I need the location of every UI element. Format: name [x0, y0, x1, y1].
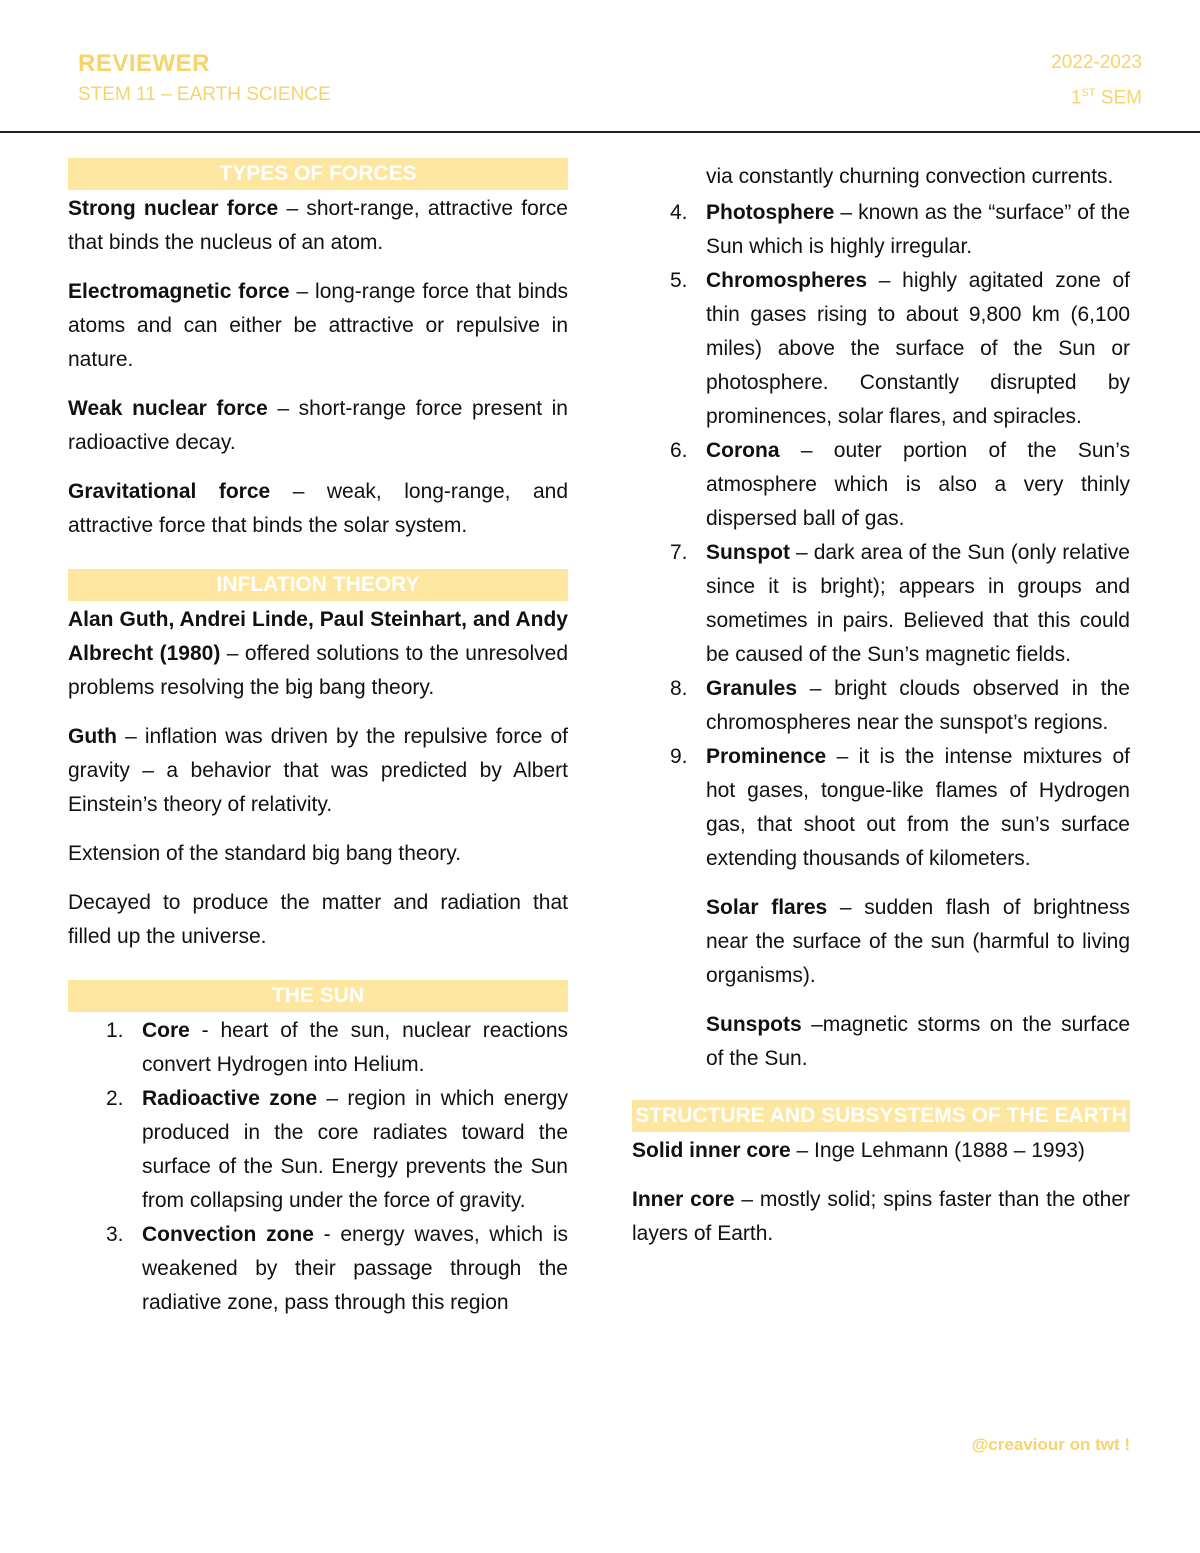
list-item-chromospheres: 5. Chromospheres – highly agitated zone of thin gases rising to about 9,800 km (6,100 miles) above the surface of the Sun or photosphere. Constantly disrupted by prominences, solar flares, and spiracles. [670, 269, 1130, 428]
school-year: 2022-2023 [1051, 52, 1142, 73]
section-heading-inflation: INFLATION THEORY [68, 569, 568, 601]
left-column [68, 158, 568, 1320]
right-column [632, 160, 1130, 1266]
earth-solid-inner-core: Solid inner core – Inge Lehmann (1888 – 1993) [632, 1139, 1085, 1162]
list-item-sunspot: 7. Sunspot – dark area of the Sun (only relative since it is bright); appears in groups and sometimes in pairs. Believed that this could be caused of the Sun’s magnetic fields. [670, 541, 1130, 666]
solar-flares-note: Solar flares – sudden flash of brightness near the surface of the sun (harmful to living organisms). [706, 896, 1130, 987]
header-left [78, 50, 331, 108]
inflation-extension: Extension of the standard big bang theory. [68, 842, 462, 865]
list-item-photosphere: 4. Photosphere – known as the “surface” of the Sun which is highly irregular. [670, 201, 1130, 258]
force-electromagnetic: Electromagnetic force – long-range force that binds atoms and can either be attractive or repulsive in nature. [68, 280, 568, 371]
section-heading-sun: THE SUN [68, 980, 568, 1012]
doc-subtitle: STEM 11 – EARTH SCIENCE [78, 84, 331, 105]
inflation-guth: Guth – inflation was driven by the repulsive force of gravity – a behavior that was predicted by Albert Einstein’s theory of relativity. [68, 725, 568, 816]
header-divider [0, 131, 1200, 133]
inflation-proponents: Alan Guth, Andrei Linde, Paul Steinhart, and Andy Albrecht (1980) – offered solutions to the unresolved problems resolving the big bang theory. [68, 608, 568, 699]
doc-title: REVIEWER [78, 50, 211, 77]
list-item-prominence: 9. Prominence – it is the intense mixtures of hot gases, tongue-like flames of Hydrogen gas, that shoot out from the sun’s surface extending thousands of kilometers. [670, 745, 1130, 870]
force-gravitational: Gravitational force – weak, long-range, and attractive force that binds the solar system. [68, 480, 568, 537]
list-item-corona: 6. Corona – outer portion of the Sun’s atmosphere which is also a very thinly dispersed ball of gas. [670, 439, 1130, 530]
sun-layers-list-continued [632, 196, 1130, 876]
list-item-core: 1. Core - heart of the sun, nuclear reactions convert Hydrogen into Helium. [106, 1019, 568, 1076]
list-item-radioactive-zone: 2. Radioactive zone – region in which energy produced in the core radiates toward the surface of the Sun. Energy prevents the Sun from collapsing under the force of gravity. [106, 1087, 568, 1212]
sunspots-note: Sunspots –magnetic storms on the surface of the Sun. [706, 1013, 1130, 1070]
footer-credit: @creaviour on twt ! [971, 1435, 1130, 1454]
list-item-granules: 8. Granules – bright clouds observed in the chromospheres near the sunspot’s regions. [670, 677, 1130, 734]
sun-layers-list [68, 1014, 568, 1320]
semester: 1ST SEM [1070, 87, 1142, 109]
force-weak-nuclear: Weak nuclear force – short-range force present in radioactive decay. [68, 397, 568, 454]
header-right [1051, 50, 1142, 111]
section-heading-types-of-forces: TYPES OF FORCES [68, 158, 568, 190]
list-item-convection-zone: 3. Convection zone - energy waves, which is weakened by their passage through the radiative zone, pass through this region [106, 1223, 569, 1314]
convection-continuation: via constantly churning convection currents. [706, 165, 1114, 188]
earth-inner-core: Inner core – mostly solid; spins faster than the other layers of Earth. [632, 1188, 1130, 1245]
section-heading-earth-structure: STRUCTURE AND SUBSYSTEMS OF THE EARTH [632, 1100, 1130, 1132]
inflation-decayed: Decayed to produce the matter and radiation that filled up the universe. [68, 891, 568, 948]
force-strong-nuclear: Strong nuclear force – short-range, attractive force that binds the nucleus of an atom. [68, 197, 568, 254]
